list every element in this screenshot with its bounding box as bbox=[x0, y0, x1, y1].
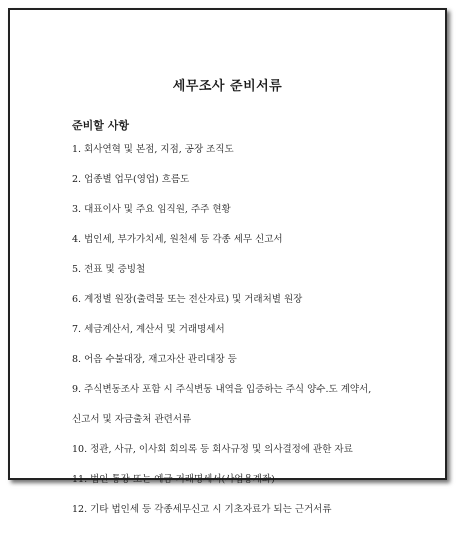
list-item: 3. 대표이사 및 주요 임직원, 주주 현황 bbox=[72, 204, 231, 215]
list-item-continuation: 신고서 및 자금출처 관련서류 bbox=[72, 414, 192, 425]
list-item: 8. 어음 수불대장, 재고자산 관리대장 등 bbox=[72, 354, 237, 365]
list-item: 10. 정관, 사규, 이사회 회의록 등 회사규정 및 의사결정에 관한 자료 bbox=[72, 444, 353, 455]
list-item: 2. 업종별 업무(영업) 흐름도 bbox=[72, 174, 190, 185]
list-item: 6. 계정별 원장(출력물 또는 전산자료) 및 거래처별 원장 bbox=[72, 294, 303, 305]
document-list bbox=[72, 143, 432, 533]
list-item: 5. 전표 및 증빙철 bbox=[72, 264, 146, 275]
document-frame bbox=[8, 8, 447, 515]
section-heading: 준비할 사항 bbox=[72, 119, 129, 132]
document-title: 세무조사 준비서류 bbox=[172, 79, 283, 94]
list-item: 9. 주식변동조사 포함 시 주식변동 내역을 입증하는 주식 양수.도 계약서, bbox=[72, 384, 372, 395]
list-item: 4. 법인세, 부가가치세, 원천세 등 각종 세무 신고서 bbox=[72, 234, 283, 245]
list-item: 11. 법인 통장 또는 예금 거래명세서(사업용계좌) bbox=[72, 474, 275, 485]
list-item: 12. 기타 법인세 등 각종세무신고 시 기초자료가 되는 근거서류 bbox=[72, 504, 332, 515]
list-item: 1. 회사연혁 및 본점, 지점, 공장 조직도 bbox=[72, 144, 234, 155]
list-item: 7. 세금계산서, 계산서 및 거래명세서 bbox=[72, 324, 225, 335]
